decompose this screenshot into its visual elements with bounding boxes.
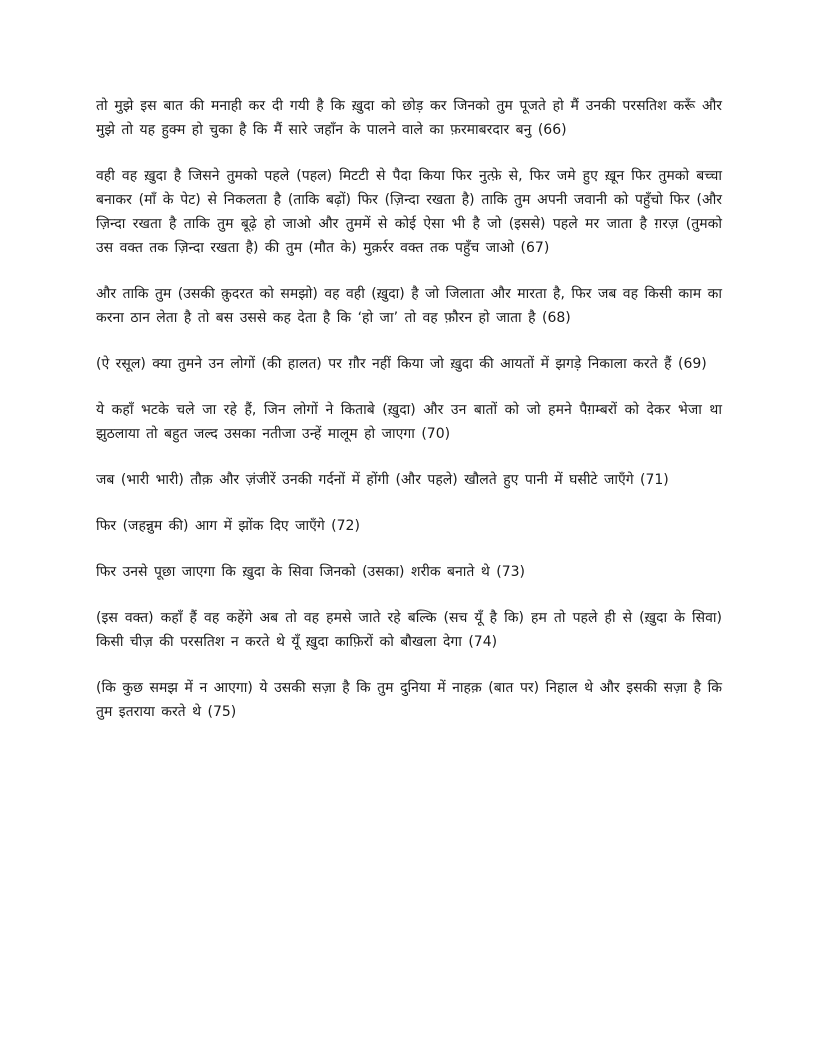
document-body [96,94,722,746]
verse-75: (कि कुछ समझ में न आएगा) ये उसकी सज़ा है कि तुम दुनिया में नाहक़ (बात पर) निहाल थे और इसकी सज़ा है कि तुम इतराया करते थे (75) [96,680,722,720]
verse-70: ये कहाँ भटके चले जा रहे हैं, जिन लोगों ने किताबे (ख़ुदा) और उन बातों को जो हमने पैग़म्बरों को देकर भेजा था झुठलाया तो बहुत जल्द उसका नतीजा उन्हें मालूम हो जाएगा (70) [96,402,722,442]
verse-69: (ऐ रसूल) क्या तुमने उन लोगों (की हालत) पर ग़ौर नहीं किया जो ख़ुदा की आयतों में झगड़े निकाला करते हैं (69) [96,356,707,372]
verse-73: फिर उनसे पूछा जाएगा कि ख़ुदा के सिवा जिनको (उसका) शरीक बनाते थे (73) [96,564,525,580]
verse-71: जब (भारी भारी) तौक़ और ज़ंजीरें उनकी गर्दनों में होंगी (और पहले) खौलते हुए पानी में घसीटे जाएँगे (71) [96,472,669,488]
verse-74: (इस वक्त) कहाँ हैं वह कहेंगे अब तो वह हमसे जाते रहे बल्कि (सच यूँ है कि) हम तो पहले ही से (ख़ुदा के सिवा) किसी चीज़ की परसतिश न करते थे यूँ ख़ुदा काफ़िरों को बौखला देगा (74) [96,610,722,650]
verse-68: और ताकि तुम (उसकी क़ुदरत को समझो) वह वही (ख़ुदा) है जो जिलाता और मारता है, फिर जब वह किसी काम का करना ठान लेता है तो बस उससे कह देता है कि ‘हो जा’ तो वह फ़ौरन हो जाता है (68) [96,286,722,326]
verse-66: तो मुझे इस बात की मनाही कर दी गयी है कि ख़ुदा को छोड़ कर जिनको तुम पूजते हो मैं उनकी परसतिश करूँ और मुझे तो यह हुक्म हो चुका है कि मैं सारे जहाँन के पालने वाले का फ़रमाबरदार बनु (66) [96,98,722,138]
verse-67: वही वह ख़ुदा है जिसने तुमको पहले (पहल) मिटटी से पैदा किया फिर नुत्फ़े से, फिर जमे हुए ख़ून फिर तुमको बच्चा बनाकर (माँ के पेट) से निकलता है (ताकि बढ़ों) फिर (ज़िन्दा रखता है) ताकि तुम अपनी जवानी को पहुँचो फिर (और ज़िन्दा रखता है ताकि तुम बूढ़े हो जाओ और तुममें से कोई ऐसा भी है जो (इससे) पहले मर जाता है ग़रज़ (तुमको उस वक्त तक ज़िन्दा रखता है) की तुम (मौत के) मुक़र्रर वक्त तक पहुँच जाओ (67) [96,168,722,256]
verse-72: फिर (जहन्नुम की) आग में झोंक दिए जाएँगे (72) [96,518,360,534]
